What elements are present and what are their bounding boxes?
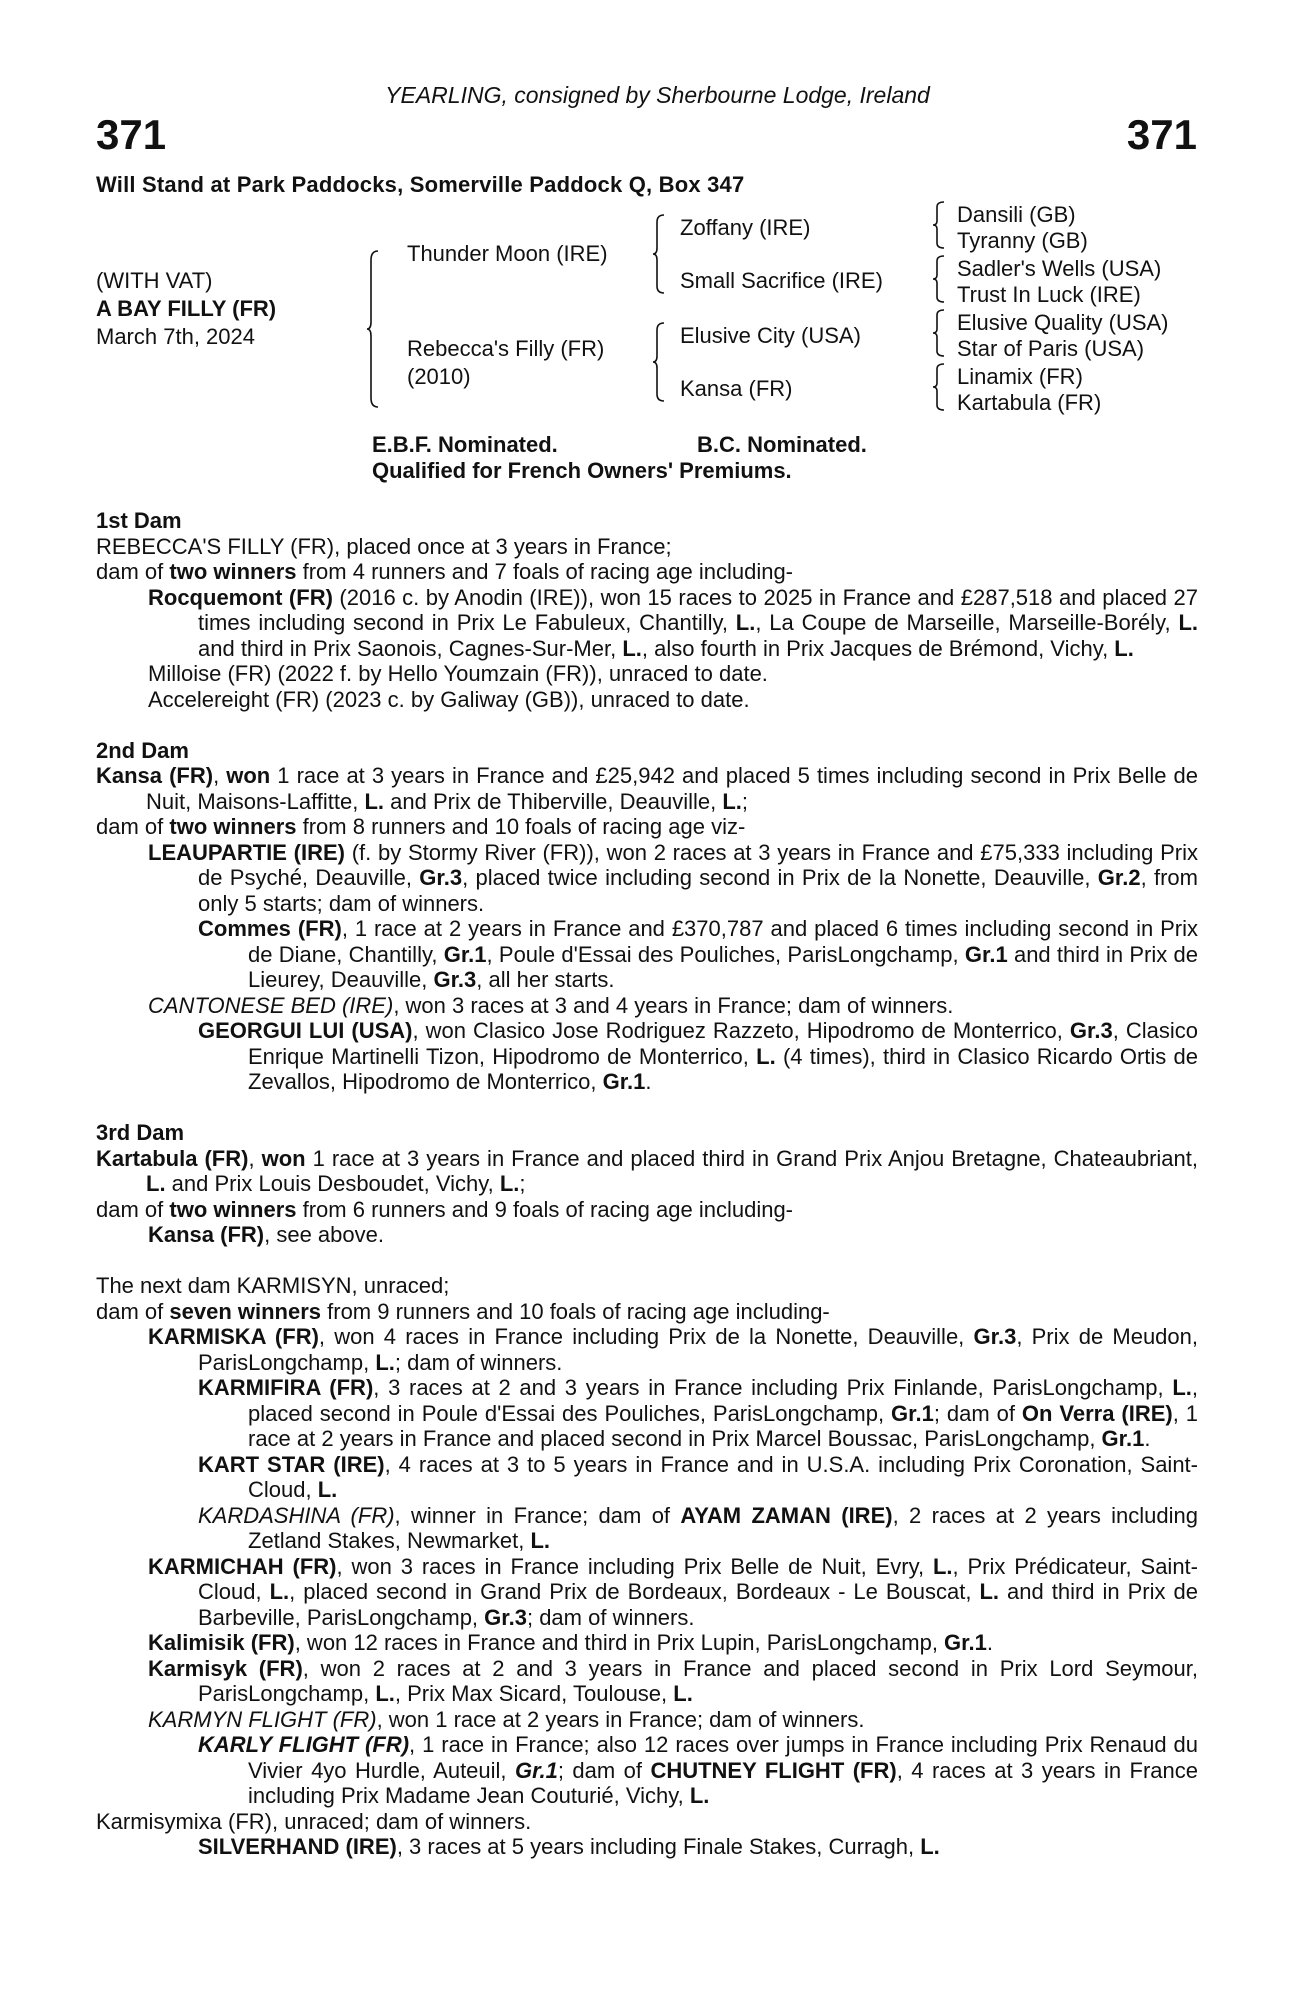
dam-dam: Kansa (FR) [680, 376, 793, 401]
entry-text: . [986, 1630, 993, 1655]
entry-bold-text: L. [756, 1043, 776, 1069]
entry-text: . [645, 1069, 652, 1094]
entry-bold-text: GEORGUI LUI (USA) [198, 1018, 413, 1043]
entry-text: ; dam of winners. [394, 1349, 563, 1375]
dam-section [96, 1120, 1198, 1248]
sire-brace [652, 214, 666, 294]
entry-bold-text: Gr.1 [443, 941, 487, 967]
entry-bold-text: KARLY FLIGHT (FR) [198, 1732, 410, 1757]
entry-text: , 1 race in France; also 12 races over jumps in France including Prix Renaud du Vivier 4yo Hurdle, Auteuil, [248, 1732, 1198, 1783]
entry-text: 1 race at 3 years in France and £25,942 and placed 5 times including second in Prix Belle de Nuit, Maisons-Laffitte, [146, 763, 1199, 814]
entry-text: (4 times), third in Clasico Ricardo Ortis de Zevallos, Hipodromo de Monterrico, [248, 1043, 1199, 1094]
entry-text: , from only 5 starts; dam of winners. [198, 865, 1198, 916]
pedigree-entry [96, 1018, 1198, 1095]
entry-text: , won 1 race at 2 years in France; dam of winners. [376, 1706, 865, 1732]
horse-name: A BAY FILLY (FR) [96, 296, 277, 321]
entry-text: , won 3 races in France including Prix Belle de Nuit, Evry, [336, 1553, 933, 1579]
entry-bold-text: won [261, 1145, 306, 1171]
entry-text: ; dam of [557, 1757, 651, 1783]
entry-text: dam of [96, 1196, 170, 1222]
entry-bold-text: L. [689, 1783, 710, 1808]
entry-text: ; [519, 1171, 526, 1196]
pedigree-entry [96, 1197, 1198, 1223]
entry-bold-text: Karmisyk (FR) [148, 1655, 303, 1681]
entry-text: , Poule d'Essai des Pouliches, ParisLongchamp, [486, 941, 965, 967]
section-heading: 2nd Dam [96, 737, 189, 763]
entry-text: 1 race at 3 years in France and placed third in Grand Prix Anjou Bretagne, Chateaubriant, [305, 1145, 1198, 1171]
entry-bold-text: Gr.3 [433, 967, 477, 992]
entry-text: , placed twice including second in Prix de la Nonette, Deauville, [462, 865, 1098, 890]
gen3-ancestor: Star of Paris (USA) [957, 336, 1145, 361]
entry-text: , winner in France; dam of [394, 1502, 681, 1528]
sire-dam: Small Sacrifice (IRE) [680, 268, 883, 293]
entry-text: , 1 race at 2 years in France and placed second in Prix Marcel Boussac, ParisLongchamp, [248, 1400, 1198, 1451]
french-premiums: Qualified for French Owners' Premiums. [372, 458, 792, 483]
pedigree-entry [96, 1554, 1198, 1631]
dam-year: (2010) [407, 364, 471, 389]
stand-info: Will Stand at Park Paddocks, Somerville Paddock Q, Box 347 [96, 172, 745, 197]
entry-bold-text: Gr.1 [515, 1757, 558, 1783]
pedigree-entry [96, 840, 1198, 917]
gen3-ancestor: Tyranny (GB) [957, 228, 1088, 253]
entry-bold-text: L. [735, 610, 756, 635]
entry-text: KARMYN FLIGHT (FR) [148, 1706, 377, 1732]
pedigree-entry [96, 1707, 1198, 1733]
vat-label: (WITH VAT) [96, 268, 213, 293]
pedigree-entry [96, 687, 1198, 713]
entry-bold-text: L. [317, 1477, 338, 1502]
entry-bold-text: L. [722, 788, 742, 814]
entry-text: and third in Prix Saonois, Cagnes-Sur-Mer, [198, 635, 623, 661]
entry-text: , all her starts. [476, 967, 615, 992]
bc-nomination: B.C. Nominated. [697, 432, 867, 457]
entry-bold-text: KARMISKA (FR) [148, 1324, 319, 1349]
pedigree-entry [96, 916, 1198, 993]
gen3-brace-2 [932, 255, 946, 303]
entry-text: , won 4 races in France including Prix de la Nonette, Deauville, [318, 1324, 974, 1349]
entry-bold-text: L. [146, 1171, 166, 1196]
entry-text: from 6 runners and 9 foals of racing age including- [296, 1196, 794, 1222]
section-heading: 3rd Dam [96, 1120, 185, 1145]
entry-bold-text: KART STAR (IRE) [198, 1451, 385, 1477]
pedigree-entry [96, 585, 1198, 662]
entry-bold-text: L. [375, 1349, 395, 1375]
pedigree-entry [96, 1222, 1198, 1248]
pedigree-entry [96, 1324, 1198, 1375]
pedigree-entry [96, 1273, 1198, 1299]
entry-text: (2016 c. by Anodin (IRE)), won 15 races to 2025 in France and £287,518 and placed 27 times including second in Prix Le Fabuleux, Chantilly, [198, 584, 1199, 635]
sire-sire: Zoffany (IRE) [680, 215, 811, 240]
entry-bold-text: won [226, 763, 271, 788]
entry-bold-text: Kansa (FR) [96, 763, 214, 788]
entry-bold-text: Gr.1 [602, 1069, 646, 1094]
entry-text: , [213, 763, 227, 788]
entry-bold-text: Gr.2 [1097, 865, 1141, 890]
entry-bold-text: L. [622, 635, 642, 661]
gen3-brace-1 [932, 201, 946, 249]
entry-text: , placed second in Grand Prix de Bordeaux, Bordeaux - Le Bouscat, [289, 1579, 980, 1604]
dam-section [96, 508, 1198, 712]
entry-text: , [248, 1145, 262, 1171]
dam: Rebecca's Filly (FR) [407, 336, 605, 361]
dam-brace [652, 322, 666, 402]
pedigree-entry [96, 534, 1198, 560]
entry-text: , Prix de Meudon, ParisLongchamp, [198, 1324, 1198, 1375]
pedigree-entry [96, 1452, 1198, 1503]
entry-bold-text: CHUTNEY FLIGHT (FR) [650, 1757, 897, 1783]
entry-bold-text: KARMIFIRA (FR) [198, 1375, 374, 1400]
pedigree-brace [366, 250, 380, 408]
entry-bold-text: Rocquemont (FR) [148, 584, 333, 610]
entry-text: (f. by Stormy River (FR)), won 2 races at 3 years in France and £75,333 including Prix de Psyché, Deauville, [198, 839, 1198, 890]
entry-bold-text: L. [979, 1579, 1000, 1604]
pedigree-entry [96, 1299, 1198, 1325]
dam-section [96, 1273, 1198, 1860]
entry-text: dam of [96, 559, 170, 584]
entry-bold-text: L. [932, 1553, 953, 1579]
entry-text: from 8 runners and 10 foals of racing age viz- [296, 814, 746, 839]
entry-text: , won 3 races at 3 and 4 years in France; dam of winners. [393, 992, 954, 1018]
entry-text: The next dam KARMISYN, unraced; [96, 1273, 450, 1298]
gen3-ancestor: Trust In Luck (IRE) [957, 282, 1141, 307]
entry-bold-text: L. [920, 1834, 940, 1859]
pedigree-entry [96, 1503, 1198, 1554]
entry-bold-text: Gr.3 [973, 1324, 1017, 1349]
lot-number-right: 371 [1126, 111, 1197, 158]
entry-bold-text: Gr.1 [944, 1630, 987, 1655]
pedigree-entry [96, 1732, 1198, 1809]
entry-text: Milloise (FR) (2022 f. by Hello Youmzain (FR)), unraced to date. [148, 661, 768, 686]
entry-bold-text: Gr.1 [891, 1400, 934, 1426]
entry-text: , won Clasico Jose Rodriguez Razzeto, Hipodromo de Monterrico, [412, 1018, 1070, 1043]
pedigree-entry [96, 1146, 1198, 1197]
dam-sire: Elusive City (USA) [680, 323, 861, 348]
entry-bold-text: Gr.3 [419, 865, 463, 890]
foaling-date: March 7th, 2024 [96, 324, 255, 349]
entry-bold-text: Gr.3 [1069, 1018, 1113, 1043]
pedigree-entry [96, 1375, 1198, 1452]
pedigree-entry [96, 661, 1198, 687]
gen3-ancestor: Elusive Quality (USA) [957, 310, 1169, 335]
pedigree-entry [96, 814, 1198, 840]
entry-bold-text: L. [530, 1528, 551, 1553]
entry-bold-text: two winners [169, 1196, 297, 1222]
entry-text: and Prix de Thiberville, Deauville, [384, 788, 723, 814]
page-title: YEARLING, consigned by Sherbourne Lodge, Ireland [385, 82, 930, 108]
entry-bold-text: two winners [169, 559, 297, 584]
entry-text: dam of [96, 814, 170, 839]
gen3-ancestor: Linamix (FR) [957, 364, 1083, 389]
dam-section [96, 738, 1198, 1095]
pedigree-entry [96, 993, 1198, 1019]
entry-text: , placed second in Poule d'Essai des Pouliches, ParisLongchamp, [248, 1375, 1199, 1426]
entry-text: , 3 races at 5 years including Finale Stakes, Curragh, [396, 1834, 921, 1859]
entry-bold-text: seven winners [169, 1298, 322, 1324]
entry-text: , 3 races at 2 and 3 years in France including Prix Finlande, ParisLongchamp, [373, 1375, 1173, 1400]
pedigree-entry [96, 763, 1198, 814]
pedigree-entry [96, 1834, 1198, 1860]
entry-bold-text: AYAM ZAMAN (IRE) [680, 1502, 893, 1528]
entry-text: and Prix Louis Desboudet, Vichy, [165, 1171, 500, 1196]
pedigree-entry [96, 1809, 1198, 1835]
entry-bold-text: L. [673, 1681, 693, 1706]
gen3-ancestor: Sadler's Wells (USA) [957, 256, 1162, 281]
entry-text: ; dam of [933, 1400, 1022, 1426]
section-heading: 1st Dam [96, 508, 182, 533]
entry-bold-text: SILVERHAND (IRE) [198, 1834, 397, 1859]
entry-bold-text: Kalimisik (FR) [148, 1630, 295, 1655]
gen3-brace-3 [932, 309, 946, 357]
pedigree-entry [96, 1656, 1198, 1707]
entry-text: from 9 runners and 10 foals of racing age including- [321, 1298, 830, 1324]
gen3-ancestor: Kartabula (FR) [957, 390, 1102, 415]
entry-text: , see above. [264, 1222, 384, 1247]
ebf-nomination: E.B.F. Nominated. [372, 432, 558, 457]
entry-bold-text: KARMICHAH (FR) [148, 1553, 337, 1579]
entry-bold-text: Gr.1 [1101, 1426, 1145, 1451]
entry-text: from 4 runners and 7 foals of racing age including- [296, 559, 794, 584]
entry-text: . [1144, 1426, 1151, 1451]
entry-bold-text: Kansa (FR) [148, 1222, 265, 1247]
entry-text: , La Coupe de Marseille, Marseille-Borély, [755, 610, 1179, 635]
entry-text: , Prix Prédicateur, Saint-Cloud, [198, 1553, 1198, 1604]
entry-text: , won 12 races in France and third in Prix Lupin, ParisLongchamp, [294, 1630, 945, 1655]
pedigree-entry [96, 1630, 1198, 1656]
entry-bold-text: On Verra (IRE) [1021, 1400, 1173, 1426]
entry-text: , 1 race at 2 years in France and £370,787 and placed 6 times including second in Prix de Diane, Chantilly, [248, 916, 1198, 967]
entry-bold-text: Gr.1 [964, 941, 1008, 967]
entry-text: , 2 races at 2 years including Zetland Stakes, Newmarket, [248, 1502, 1199, 1553]
entry-text: , 4 races at 3 to 5 years in France and in U.S.A. including Prix Coronation, Saint-Cloud, [248, 1451, 1198, 1502]
entry-bold-text: L. [1178, 610, 1198, 635]
catalogue-body [96, 508, 1198, 1885]
entry-bold-text: Gr.3 [484, 1604, 527, 1630]
entry-bold-text: L. [375, 1681, 395, 1706]
entry-bold-text: L. [269, 1579, 290, 1604]
gen3-brace-4 [932, 363, 946, 411]
entry-text: , won 2 races at 2 and 3 years in France and placed second in Prix Lord Seymour, ParisLongchamp, [198, 1655, 1199, 1706]
entry-text: CANTONESE BED (IRE) [148, 992, 394, 1018]
entry-bold-text: L. [499, 1171, 520, 1196]
entry-text: , also fourth in Prix Jacques de Brémond, Vichy, [641, 635, 1115, 661]
entry-text: Accelereight (FR) (2023 c. by Galiway (GB)), unraced to date. [148, 686, 750, 712]
gen3-ancestor: Dansili (GB) [957, 202, 1076, 227]
entry-text: and third in Prix de Barbeville, ParisLongchamp, [198, 1579, 1198, 1630]
entry-bold-text: two winners [169, 814, 297, 839]
entry-text: ; [741, 788, 749, 814]
entry-text: , Prix Max Sicard, Toulouse, [394, 1681, 674, 1706]
entry-bold-text: L. [364, 788, 385, 814]
entry-text: , 4 races at 3 years in France including Prix Madame Jean Couturié, Vichy, [248, 1757, 1199, 1808]
pedigree-entry [96, 559, 1198, 585]
entry-text: , Clasico Enrique Martinelli Tizon, Hipodromo de Monterrico, [248, 1018, 1198, 1069]
entry-bold-text: Commes (FR) [198, 916, 342, 941]
entry-text: and third in Prix de Lieurey, Deauville, [248, 941, 1199, 992]
entry-text: dam of [96, 1298, 170, 1324]
entry-text: Karmisymixa (FR), unraced; dam of winners. [96, 1808, 532, 1834]
entry-bold-text: Kartabula (FR) [96, 1145, 249, 1171]
entry-bold-text: LEAUPARTIE (IRE) [148, 839, 345, 865]
entry-bold-text: L. [1114, 635, 1134, 661]
entry-text: REBECCA'S FILLY (FR), placed once at 3 years in France; [96, 533, 672, 559]
entry-bold-text: L. [1172, 1375, 1192, 1400]
entry-text: ; dam of winners. [526, 1604, 695, 1630]
sire: Thunder Moon (IRE) [407, 241, 608, 266]
lot-number-left: 371 [96, 111, 167, 158]
entry-text: KARDASHINA (FR) [198, 1502, 395, 1528]
